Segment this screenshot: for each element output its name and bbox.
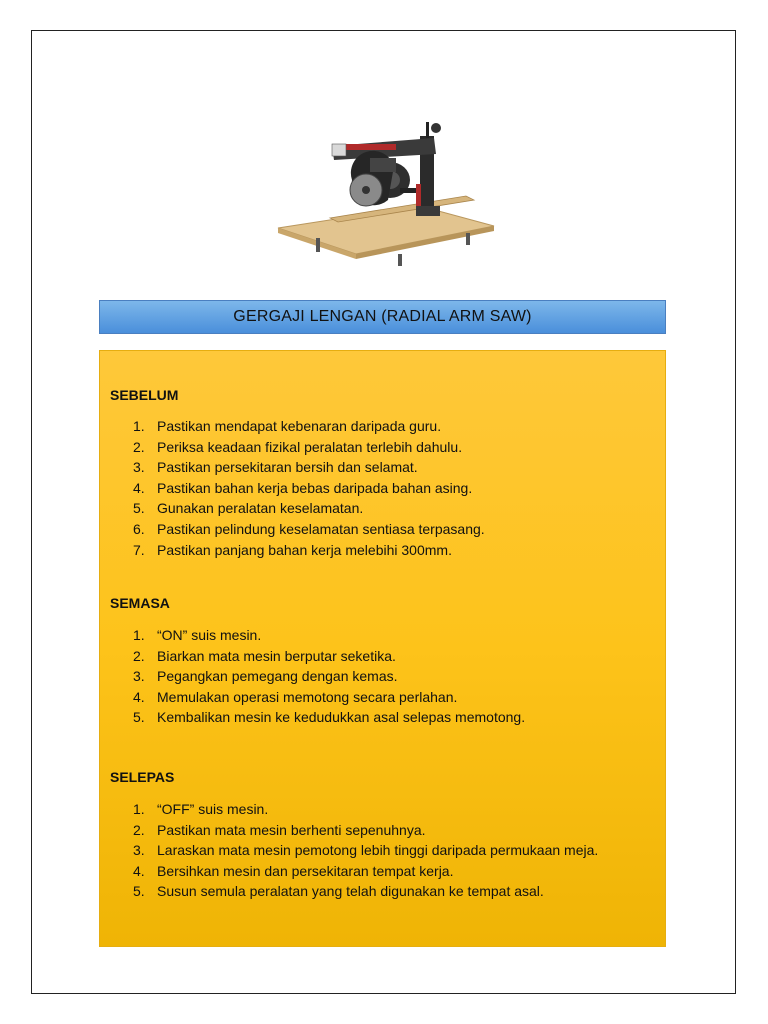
list-item: 3. Pastikan persekitaran bersih dan selamat. bbox=[133, 459, 418, 476]
list-item: 5. Kembalikan mesin ke kedudukkan asal selepas memotong. bbox=[133, 709, 526, 726]
list-item: 4. Bersihkan mesin dan persekitaran tempat kerja. bbox=[133, 862, 454, 879]
page-title: GERGAJI LENGAN (RADIAL ARM SAW) bbox=[233, 308, 532, 325]
section-heading-sebelum: SEBELUM bbox=[110, 387, 179, 403]
sebelum-steps-list bbox=[100, 416, 645, 560]
semasa-steps-list bbox=[100, 625, 645, 728]
section-heading-selepas: SELEPAS bbox=[110, 769, 175, 785]
list-item: 1. “OFF” suis mesin. bbox=[133, 801, 269, 817]
list-item: 2. Pastikan mata mesin berhenti sepenuhnya. bbox=[133, 821, 426, 838]
list-item: 3. Laraskan mata mesin pemotong lebih tinggi daripada permukaan meja. bbox=[133, 842, 599, 859]
list-item: 2. Periksa keadaan fizikal peralatan terlebih dahulu. bbox=[133, 438, 463, 455]
list-item: 2. Biarkan mata mesin berputar seketika. bbox=[133, 647, 396, 664]
list-item: 3. Pegangkan pemegang dengan kemas. bbox=[133, 668, 398, 685]
selepas-steps-list bbox=[100, 799, 645, 902]
list-item: 1. “ON” suis mesin. bbox=[133, 627, 262, 643]
title-banner bbox=[99, 300, 666, 334]
list-item: 6. Pastikan pelindung keselamatan sentiasa terpasang. bbox=[133, 520, 485, 537]
list-item: 7. Pastikan panjang bahan kerja melebihi 300mm. bbox=[133, 541, 452, 558]
section-heading-semasa: SEMASA bbox=[110, 595, 170, 611]
list-item: 5. Susun semula peralatan yang telah digunakan ke tempat asal. bbox=[133, 883, 544, 900]
list-item: 4. Pastikan bahan kerja bebas daripada bahan asing. bbox=[133, 479, 473, 496]
list-item: 5. Gunakan peralatan keselamatan. bbox=[133, 500, 364, 517]
radial-arm-saw-image bbox=[270, 88, 498, 270]
list-item: 1. Pastikan mendapat kebenaran daripada guru. bbox=[133, 418, 442, 434]
list-item: 4. Memulakan operasi memotong secara perlahan. bbox=[133, 688, 458, 705]
safety-procedures-box bbox=[99, 350, 666, 947]
